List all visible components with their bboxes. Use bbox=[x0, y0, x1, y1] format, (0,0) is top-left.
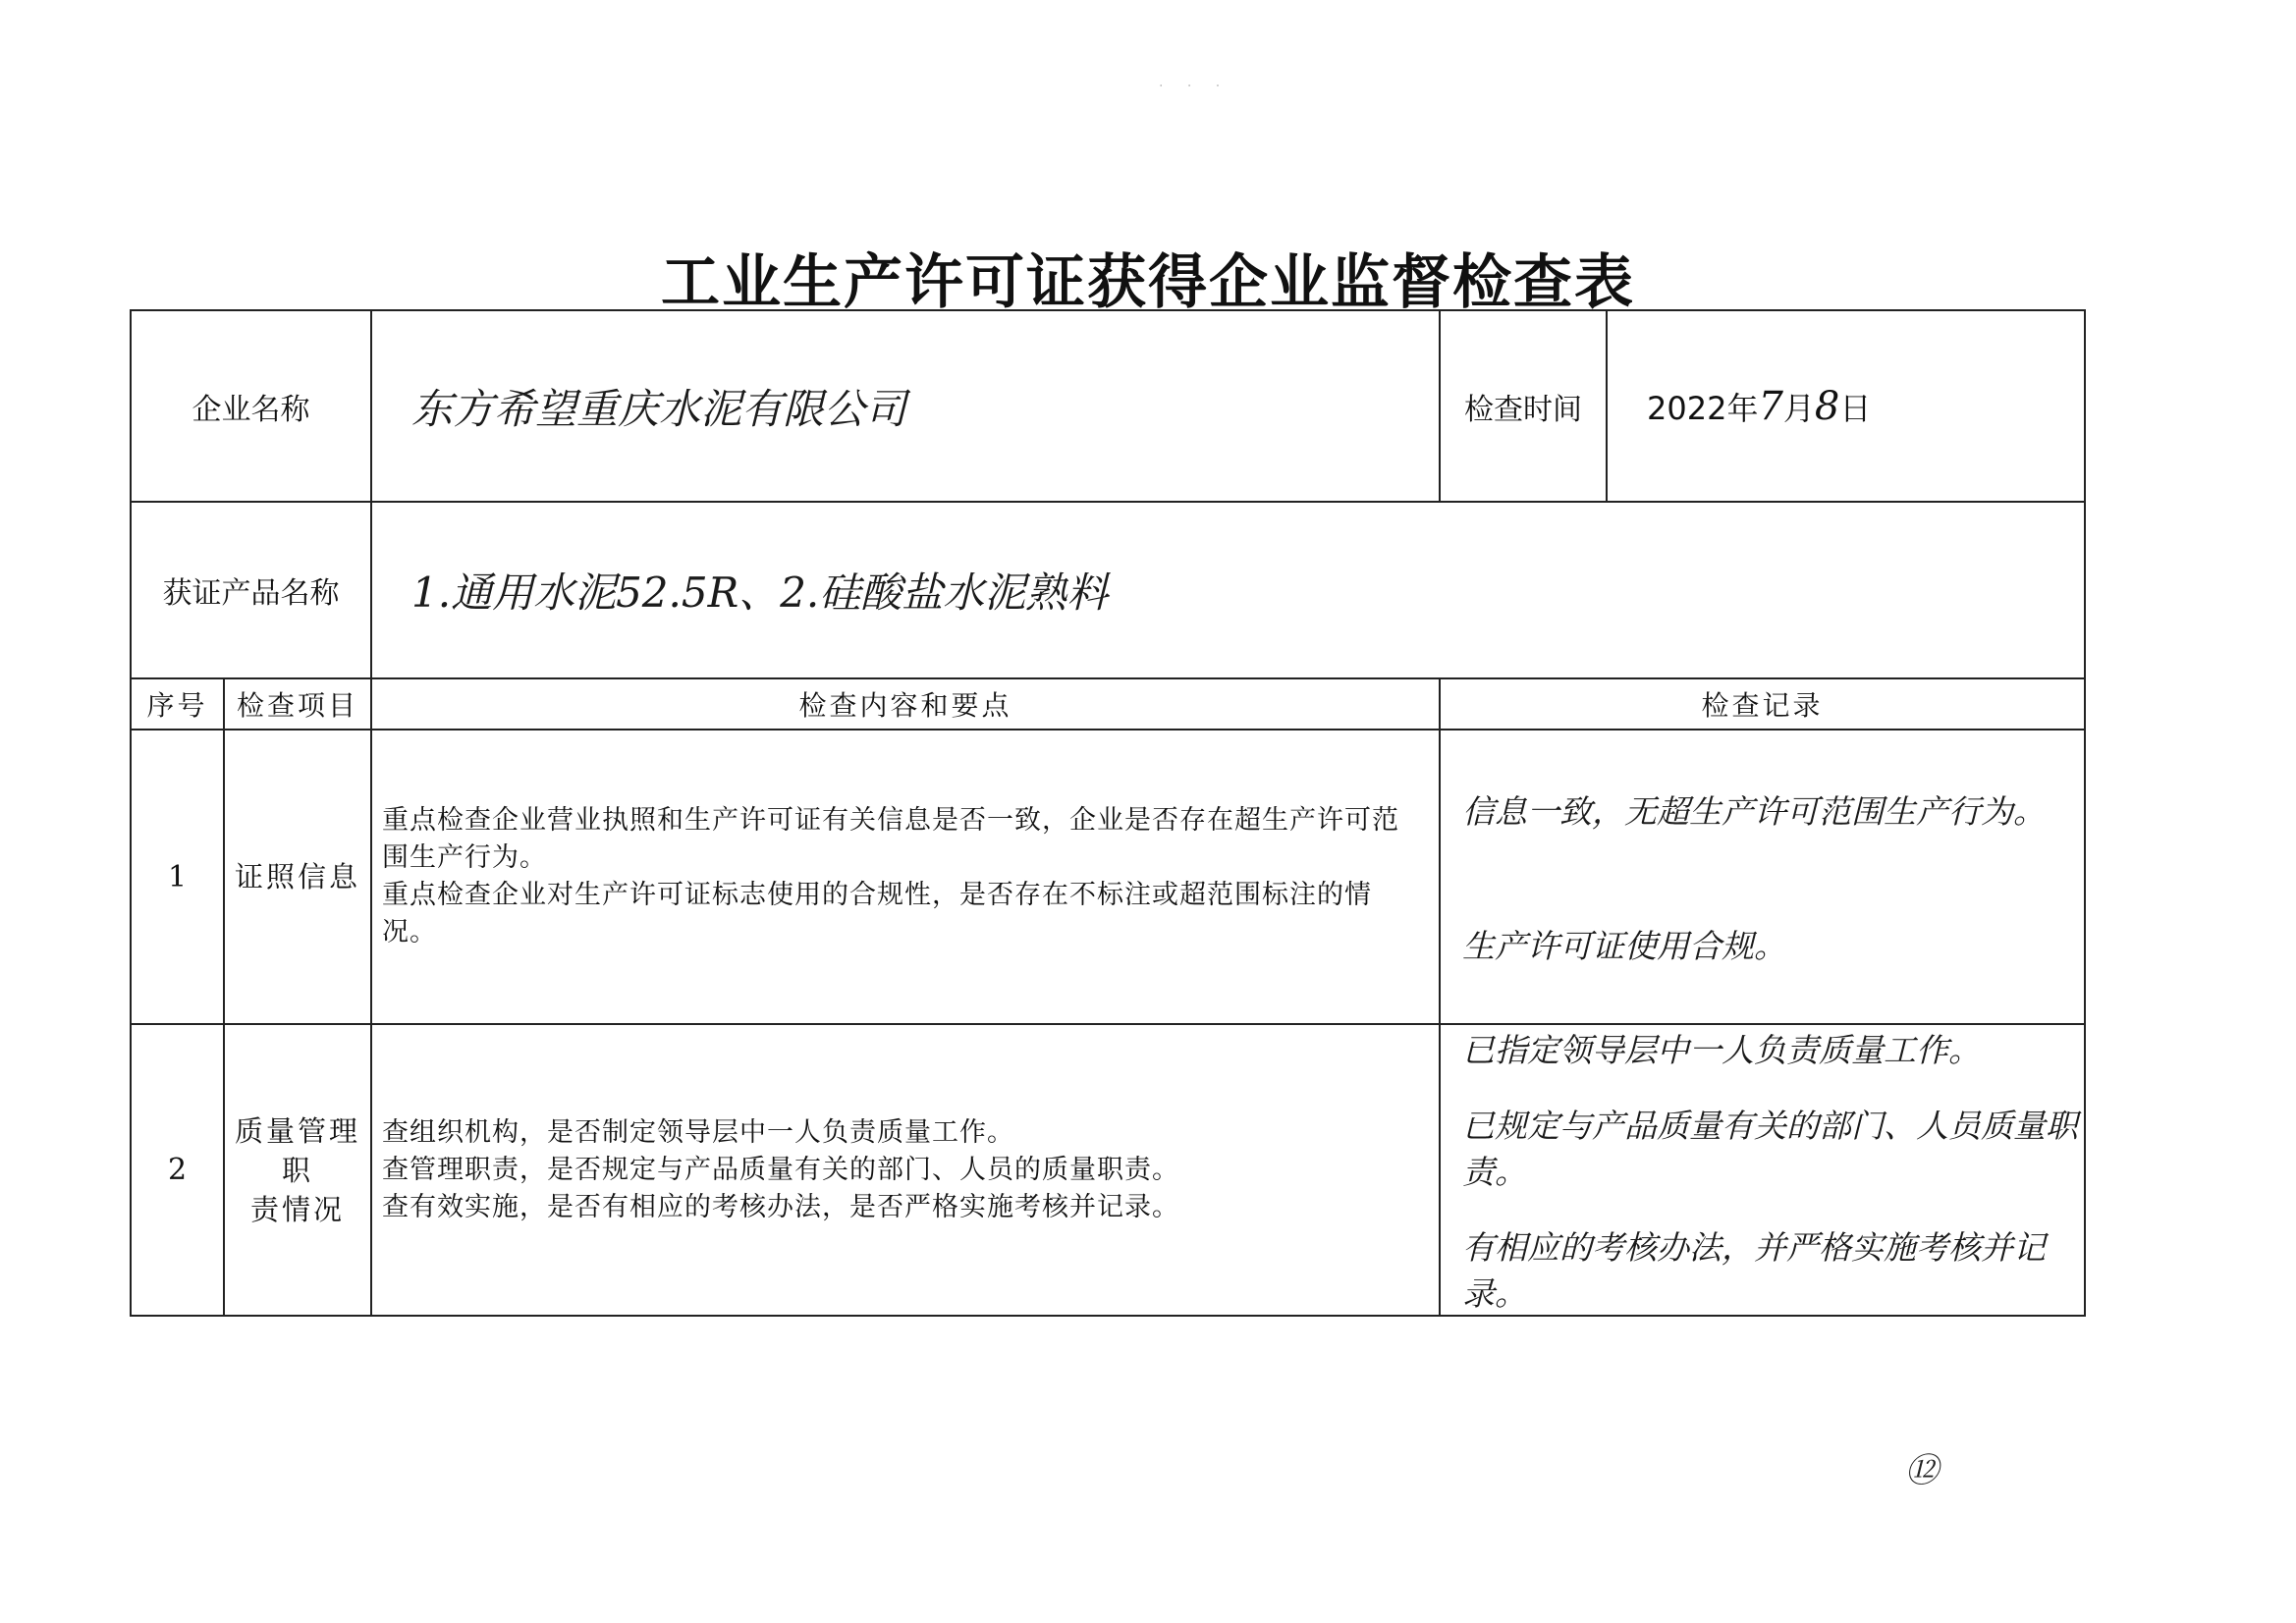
row-item-line: 责情况 bbox=[249, 1192, 345, 1226]
row-number: 1 bbox=[131, 730, 224, 1024]
record-line: 已指定领导层中一人负责质量工作。 bbox=[1462, 1031, 1981, 1069]
page-number-mark: ⑫ bbox=[1905, 1451, 1939, 1490]
time-day: 8 bbox=[1814, 383, 1840, 429]
product-label: 获证产品名称 bbox=[131, 502, 371, 678]
row-item-line: 职 bbox=[281, 1153, 313, 1187]
product-value: 1.通用水泥52.5R、2.硅酸盐水泥熟料 bbox=[371, 502, 2085, 678]
time-year: 2022年 bbox=[1647, 389, 1759, 427]
record-line: 信息一致，无超生产许可范围生产行为。 bbox=[1462, 792, 2046, 831]
company-row bbox=[131, 310, 2085, 502]
product-row bbox=[131, 502, 2085, 678]
content-point: 查有效实施，是否有相应的考核办法，是否严格实施考核并记录。 bbox=[382, 1191, 1179, 1222]
scan-smudge: · · · bbox=[1159, 79, 1230, 94]
content-point: 查管理职责，是否规定与产品质量有关的部门、人员的质量职责。 bbox=[382, 1154, 1179, 1185]
header-item: 检查项目 bbox=[224, 678, 371, 730]
content-point: 重点检查企业对生产许可证标志使用的合规性，是否存在不标注或超范围标注的情况。 bbox=[382, 880, 1372, 947]
time-day-unit: 日 bbox=[1839, 389, 1872, 427]
record-line: 已规定与产品质量有关的部门、人员质量职责。 bbox=[1462, 1107, 2078, 1191]
row-item bbox=[224, 730, 371, 1024]
time-month: 7 bbox=[1758, 383, 1783, 429]
row-content bbox=[371, 730, 1440, 1024]
time-value bbox=[1607, 310, 2085, 502]
row-number: 2 bbox=[131, 1024, 224, 1316]
row-item-line: 证照信息 bbox=[234, 860, 360, 893]
time-label: 检查时间 bbox=[1440, 310, 1607, 502]
row-item-line: 质量管理 bbox=[234, 1113, 360, 1148]
header-no: 序号 bbox=[131, 678, 224, 730]
record-line: 生产许可证使用合规。 bbox=[1462, 927, 1786, 965]
document-title: 工业生产许可证获得企业监督检查表 bbox=[661, 248, 1635, 317]
header-row bbox=[131, 678, 2085, 730]
company-label: 企业名称 bbox=[131, 310, 371, 502]
row-item bbox=[224, 1024, 371, 1316]
time-month-unit: 月 bbox=[1782, 389, 1815, 427]
header-record: 检查记录 bbox=[1440, 678, 2085, 730]
content-point: 重点检查企业营业执照和生产许可证有关信息是否一致，企业是否存在超生产许可范围生产行为。 bbox=[382, 805, 1399, 873]
row-content bbox=[371, 1024, 1440, 1316]
table-row bbox=[131, 1024, 2085, 1316]
inspection-table bbox=[130, 309, 2086, 1317]
table-row bbox=[131, 730, 2085, 1024]
header-content: 检查内容和要点 bbox=[371, 678, 1440, 730]
row-record bbox=[1440, 730, 2085, 1024]
record-line: 有相应的考核办法，并严格实施考核并记录。 bbox=[1462, 1228, 2046, 1313]
row-record bbox=[1440, 1024, 2085, 1316]
content-point: 查组织机构，是否制定领导层中一人负责质量工作。 bbox=[382, 1116, 1014, 1148]
company-value: 东方希望重庆水泥有限公司 bbox=[371, 310, 1440, 502]
